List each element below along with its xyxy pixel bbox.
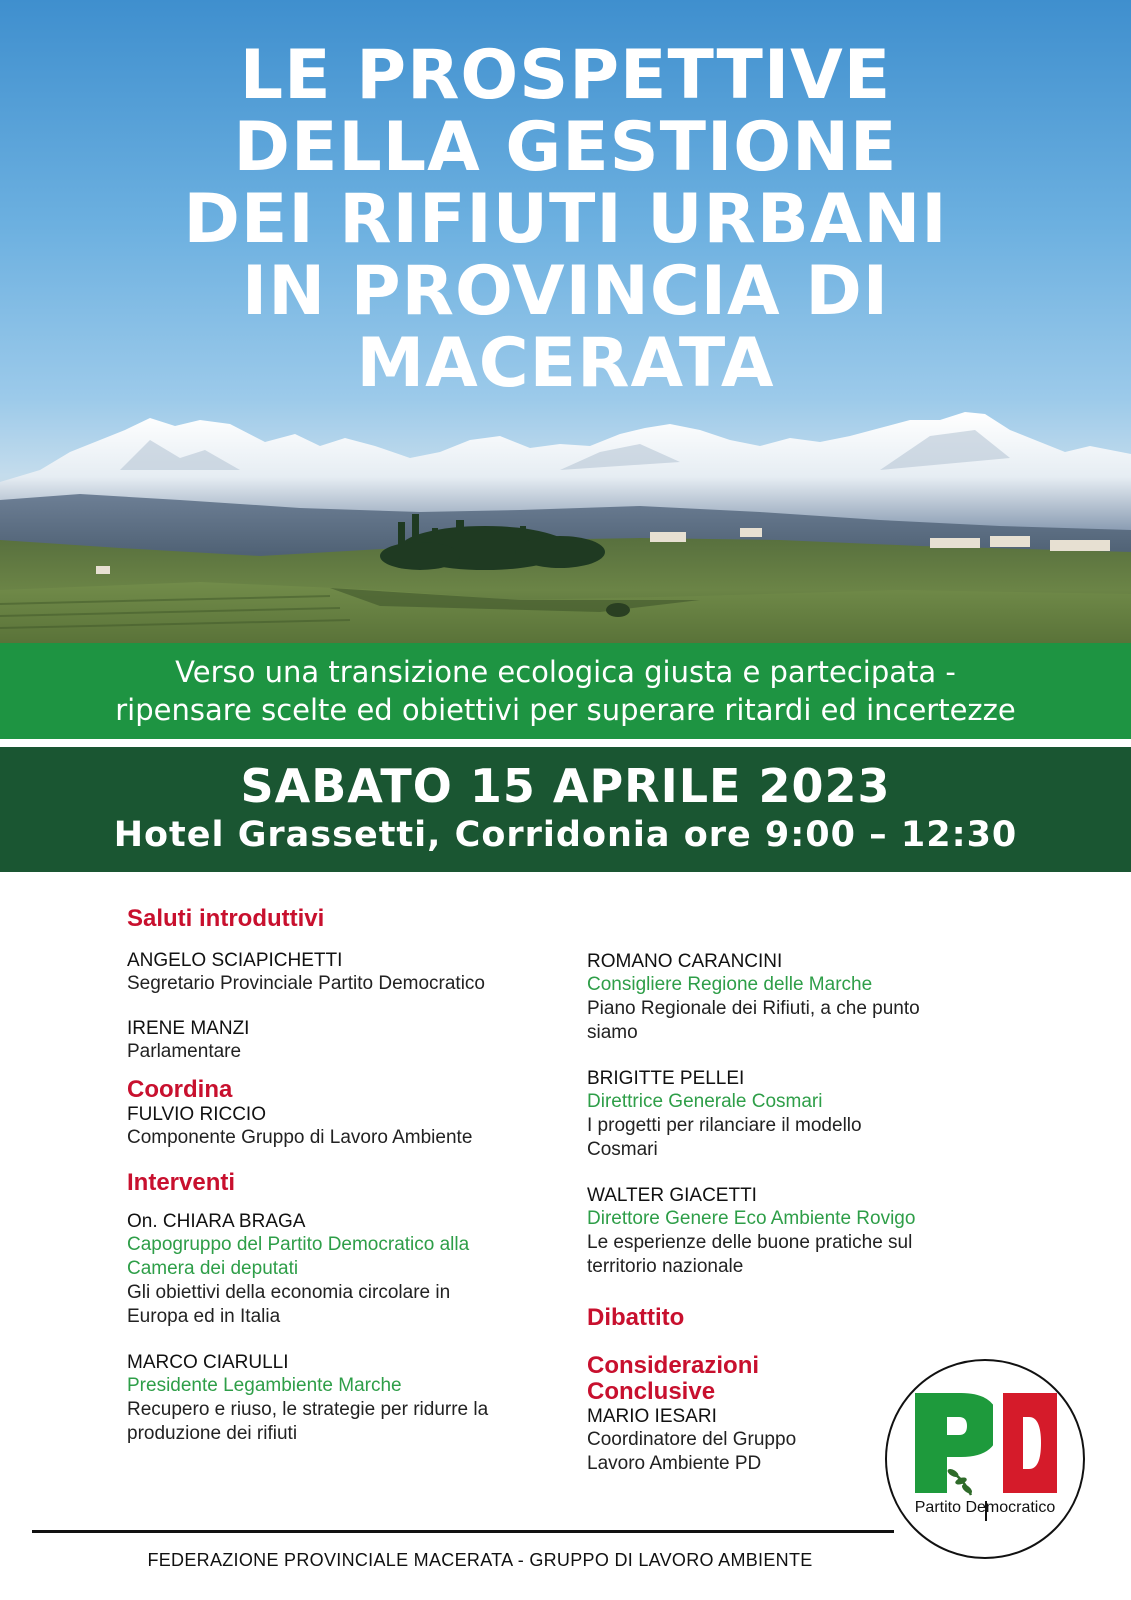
speaker-topic: siamo xyxy=(587,1022,638,1043)
speaker-name: MARCO CIARULLI xyxy=(127,1352,289,1373)
title-line-5: MACERATA xyxy=(356,324,775,403)
speaker-role: Direttrice Generale Cosmari xyxy=(587,1091,823,1112)
speaker-role: Presidente Legambiente Marche xyxy=(127,1375,402,1396)
footer-divider xyxy=(32,1530,894,1533)
speaker-topic: I progetti per rilanciare il modello xyxy=(587,1115,862,1136)
subtitle-line-1: Verso una transizione ecologica giusta e partecipata - xyxy=(175,655,956,689)
partito-democratico-logo xyxy=(885,1359,1085,1559)
speaker-topic: Europa ed in Italia xyxy=(127,1306,281,1327)
moderator-role: Componente Gruppo di Lavoro Ambiente xyxy=(127,1127,473,1148)
speaker-topic: Le esperienze delle buone pratiche sul xyxy=(587,1232,913,1253)
section-heading-saluti: Saluti introduttivi xyxy=(127,905,325,932)
title-line-3: DEI RIFIUTI URBANI xyxy=(183,180,948,259)
speaker-name: On. CHIARA BRAGA xyxy=(127,1211,306,1232)
hero-banner xyxy=(0,0,1131,643)
title-line-4: IN PROVINCIA DI xyxy=(241,252,890,331)
footer-organizer: FEDERAZIONE PROVINCIALE MACERATA - GRUPPO DI LAVORO AMBIENTE xyxy=(147,1550,813,1570)
speaker-role: Camera dei deputati xyxy=(127,1258,299,1279)
title-line-1: LE PROSPETTIVE xyxy=(239,36,892,115)
band-divider xyxy=(0,739,1131,747)
speaker-name: ROMANO CARANCINI xyxy=(587,951,783,972)
speaker-name: BRIGITTE PELLEI xyxy=(587,1068,745,1089)
section-heading-conclusive: Considerazioni xyxy=(587,1352,760,1379)
speaker-topic: produzione dei rifiuti xyxy=(127,1423,298,1444)
speaker-topic: territorio nazionale xyxy=(587,1256,744,1277)
section-heading-conclusive: Conclusive xyxy=(587,1378,716,1405)
speaker-name: ANGELO SCIAPICHETTI xyxy=(127,950,343,971)
speaker-topic: Cosmari xyxy=(587,1139,658,1160)
speaker-name: WALTER GIACETTI xyxy=(587,1185,757,1206)
event-venue: Hotel Grassetti, Corridonia ore 9:00 – 12:30 xyxy=(113,815,1018,855)
section-heading-dibattito: Dibattito xyxy=(587,1304,685,1331)
logo-text: Partito Democratico xyxy=(914,1499,1056,1516)
speaker-role: Consigliere Regione delle Marche xyxy=(587,974,873,995)
speaker-role: Direttore Genere Eco Ambiente Rovigo xyxy=(587,1208,916,1229)
speaker-topic: Gli obiettivi della economia circolare in xyxy=(127,1282,451,1303)
title-line-2: DELLA GESTIONE xyxy=(233,108,898,187)
program-left-column xyxy=(127,906,567,1446)
section-heading-coordina: Coordina xyxy=(127,1076,233,1103)
moderator-name: FULVIO RICCIO xyxy=(127,1104,266,1125)
speaker-role: Segretario Provinciale Partito Democratico xyxy=(127,973,485,994)
speaker-role: Lavoro Ambiente PD xyxy=(587,1453,762,1474)
speaker-name: MARIO IESARI xyxy=(587,1406,717,1427)
speaker-name: IRENE MANZI xyxy=(127,1018,250,1039)
event-date: SABATO 15 APRILE 2023 xyxy=(240,759,891,813)
event-title xyxy=(0,36,1131,403)
speaker-topic: Recupero e riuso, le strategie per ridurre la xyxy=(127,1399,489,1420)
speaker-role: Parlamentare xyxy=(127,1041,242,1062)
pd-logo-mark xyxy=(887,1361,1083,1557)
subtitle-band xyxy=(0,643,1131,739)
speaker-role: Coordinatore del Gruppo xyxy=(587,1429,797,1450)
date-band xyxy=(0,747,1131,872)
speaker-topic: Piano Regionale dei Rifiuti, a che punto xyxy=(587,998,920,1019)
section-heading-interventi: Interventi xyxy=(127,1169,236,1196)
speaker-role: Capogruppo del Partito Democratico alla xyxy=(127,1234,470,1255)
subtitle-line-2: ripensare scelte ed obiettivi per superare ritardi ed incertezze xyxy=(115,693,1016,727)
